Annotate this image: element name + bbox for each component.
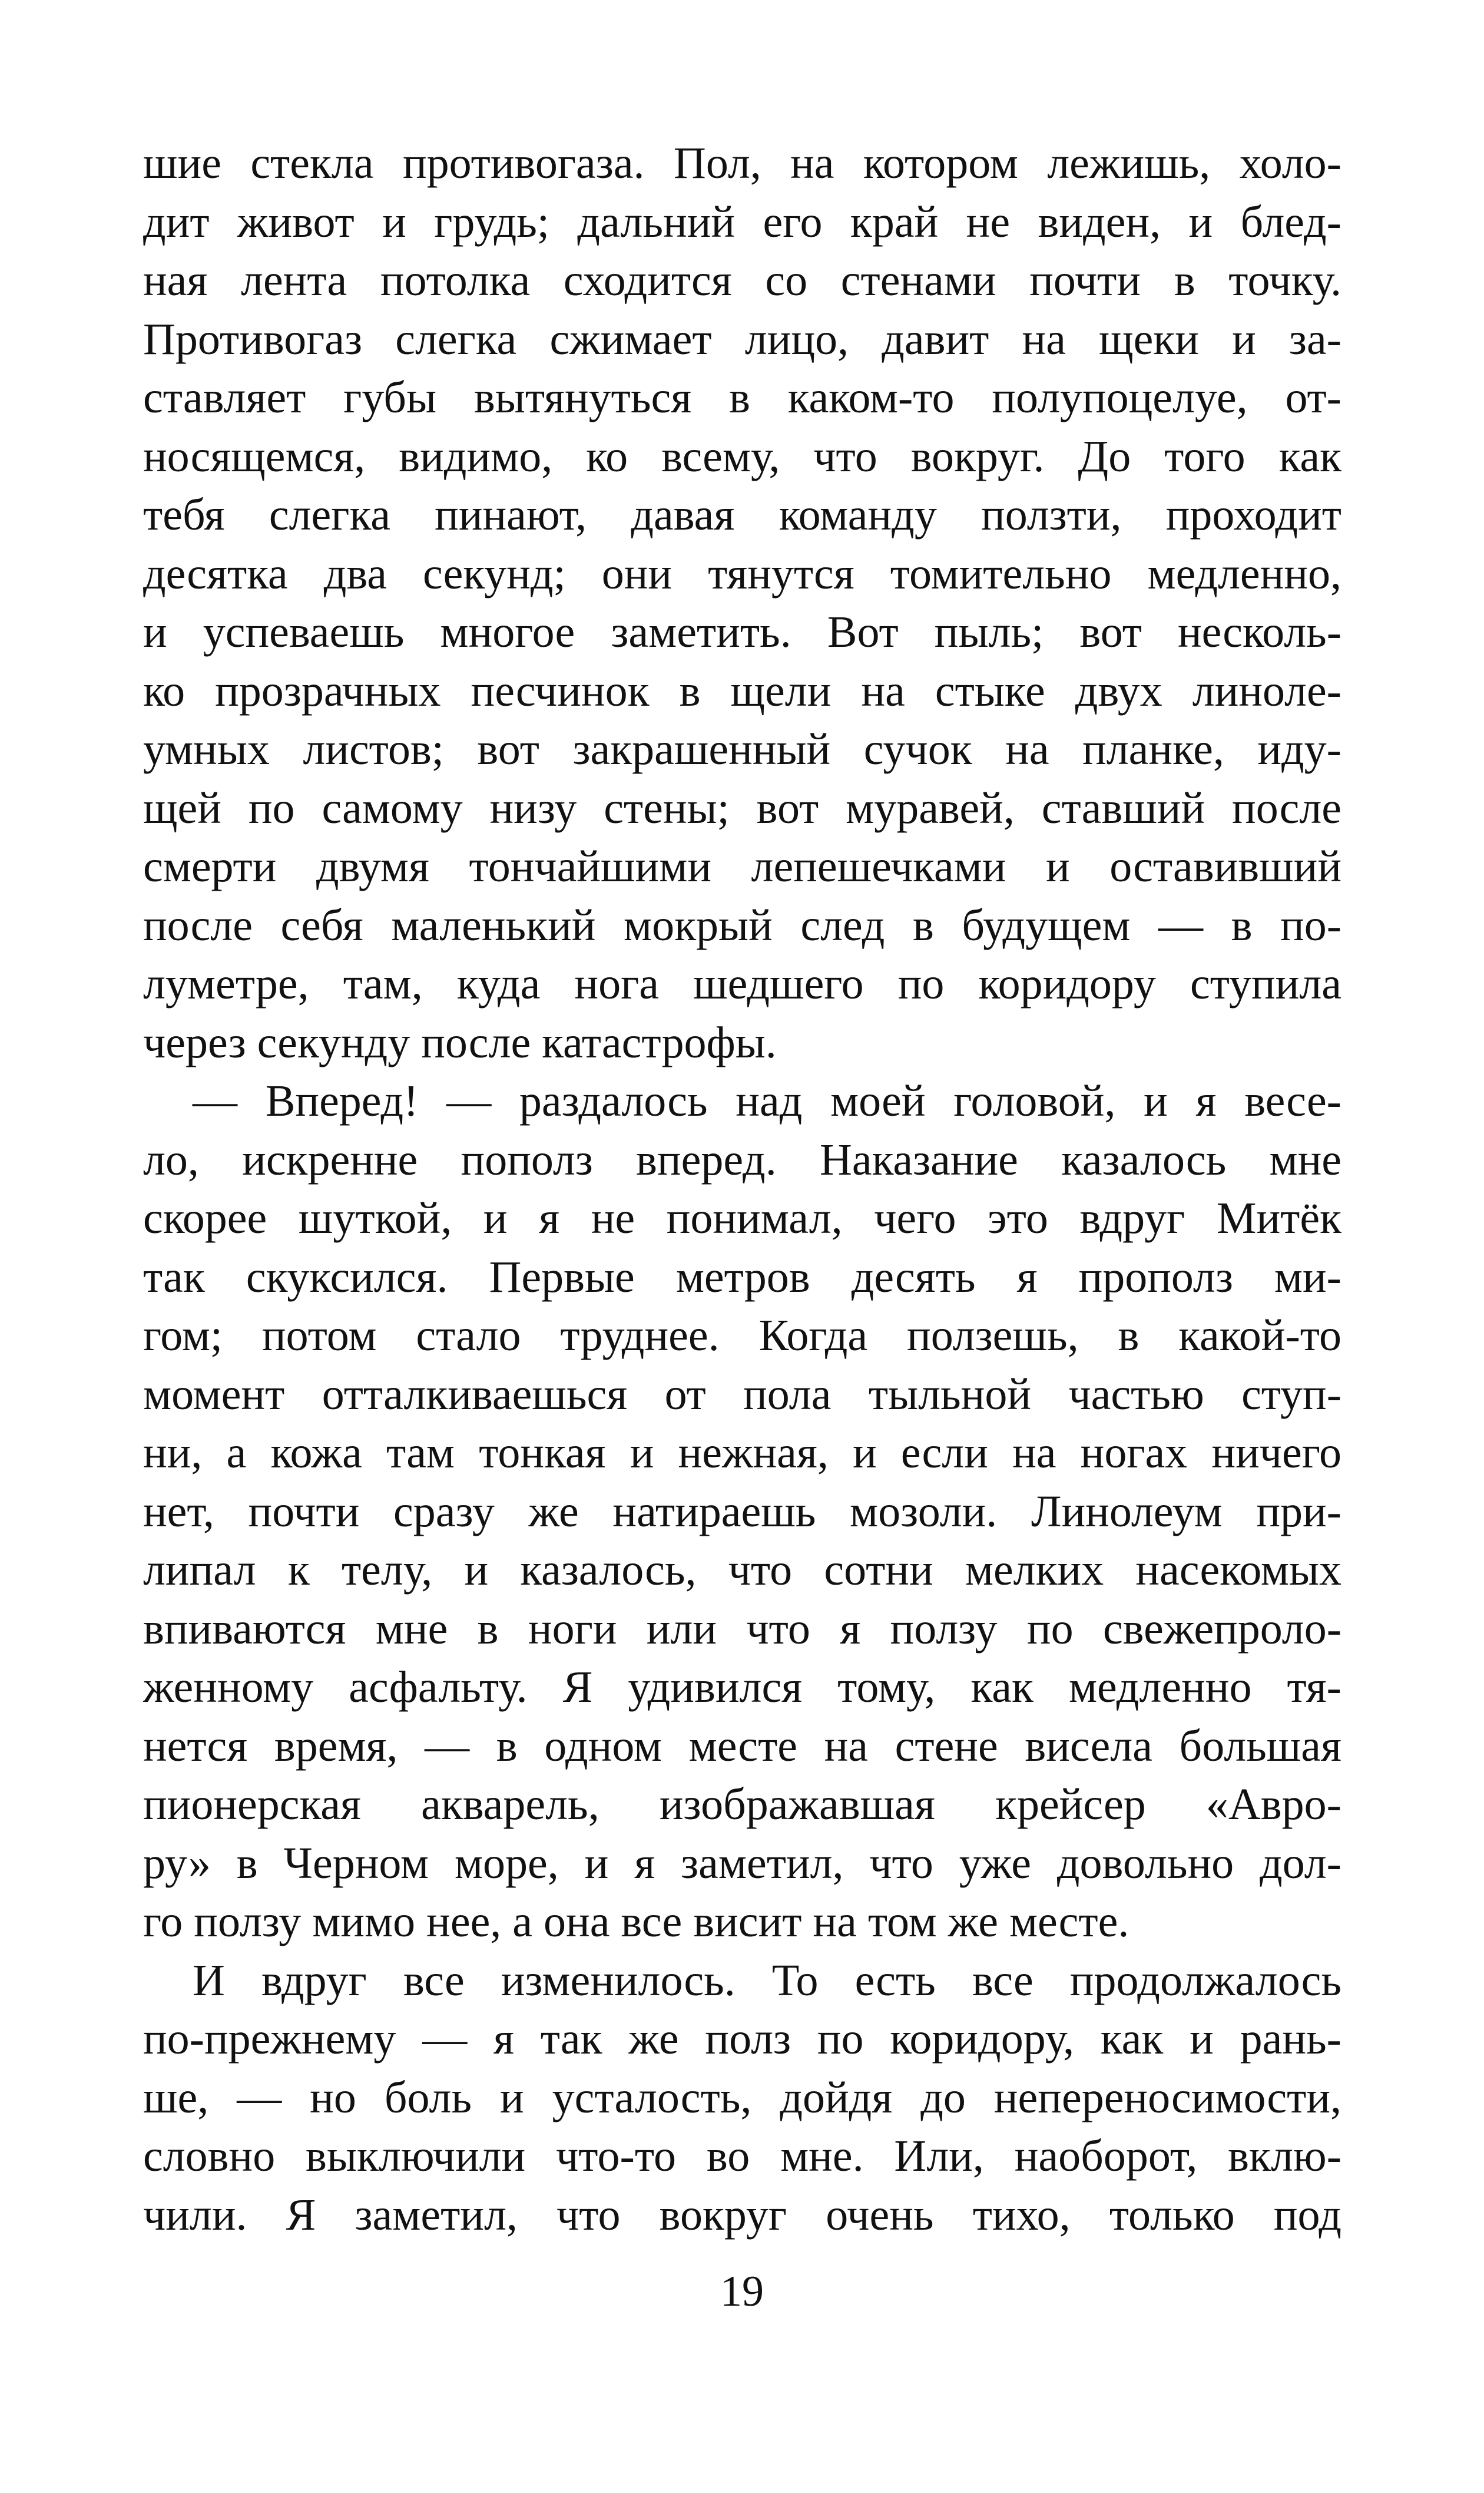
- text-line: чили. Я заметил, что вокруг очень тихо, только под: [143, 2190, 1341, 2240]
- text-line: го ползу мимо нее, а она все висит на том же месте.: [143, 1897, 1129, 1946]
- text-line: ло, искренне пополз вперед. Наказание казалось мне: [143, 1135, 1341, 1185]
- text-line: — Вперед! — раздалось над моей головой, и я весе-: [193, 1076, 1341, 1126]
- text-line: женному асфальту. Я удивился тому, как медленно тя-: [143, 1662, 1341, 1712]
- text-line: через секунду после катастрофы.: [143, 1017, 777, 1067]
- text-line: дит живот и грудь; дальний его край не виден, и блед-: [143, 197, 1341, 247]
- text-line: ставляет губы вытянуться в каком-то полупоцелуе, от-: [143, 373, 1341, 422]
- text-line: гом; потом стало труднее. Когда ползешь, в какой-то: [143, 1311, 1341, 1360]
- body-text: [143, 134, 1341, 2244]
- text-line: впиваются мне в ноги или что я ползу по свежепроло-: [143, 1603, 1341, 1654]
- text-line: ко прозрачных песчинок в щели на стыке двух линоле-: [143, 666, 1341, 716]
- text-line: ни, а кожа там тонкая и нежная, и если на ногах ничего: [143, 1428, 1341, 1477]
- text-line: луметре, там, куда нога шедшего по коридору ступила: [143, 959, 1341, 1009]
- text-line: умных листов; вот закрашенный сучок на планке, иду-: [143, 725, 1341, 774]
- text-line: тебя слегка пинают, давая команду ползти, проходит: [143, 490, 1341, 540]
- text-line: ная лента потолка сходится со стенами почти в точку.: [143, 256, 1341, 305]
- text-line: ру» в Черном море, и я заметил, что уже довольно дол-: [143, 1838, 1341, 1888]
- text-line: И вдруг все изменилось. То есть все продолжалось: [193, 1955, 1341, 2005]
- text-line: момент отталкиваешься от пола тыльной частью ступ-: [143, 1369, 1341, 1419]
- text-line: пионерская акварель, изображавшая крейсер «Авро-: [143, 1780, 1341, 1829]
- text-line: липал к телу, и казалось, что сотни мелких насекомых: [143, 1545, 1341, 1595]
- text-line: шие стекла противогаза. Пол, на котором лежишь, холо-: [143, 138, 1341, 188]
- text-line: нется время, — в одном месте на стене висела большая: [143, 1721, 1341, 1771]
- text-line: щей по самому низу стены; вот муравей, ставший после: [143, 783, 1341, 833]
- text-line: так скуксился. Первые метров десять я прополз ми-: [143, 1252, 1341, 1302]
- text-line: десятка два секунд; они тянутся томительно медленно,: [143, 548, 1341, 599]
- page-number: 19: [720, 2267, 764, 2316]
- text-line: Противогаз слегка сжимает лицо, давит на щеки и за-: [143, 314, 1341, 364]
- text-line: после себя маленький мокрый след в будущем — в по-: [143, 900, 1341, 950]
- text-line: словно выключили что-то во мне. Или, наоборот, вклю-: [143, 2131, 1341, 2181]
- text-line: нет, почти сразу же натираешь мозоли. Линолеум при-: [143, 1486, 1341, 1536]
- text-line: ше, — но боль и усталость, дойдя до непереносимости,: [143, 2072, 1341, 2122]
- text-line: носящемся, видимо, ко всему, что вокруг. До того как: [143, 431, 1341, 481]
- text-line: скорее шуткой, и я не понимал, чего это вдруг Митёк: [143, 1193, 1341, 1243]
- text-line: смерти двумя тончайшими лепешечками и оставивший: [143, 842, 1341, 891]
- text-line: по-прежнему — я так же полз по коридору, как и рань-: [143, 2014, 1341, 2064]
- text-line: и успеваешь многое заметить. Вот пыль; вот несколь-: [143, 607, 1341, 657]
